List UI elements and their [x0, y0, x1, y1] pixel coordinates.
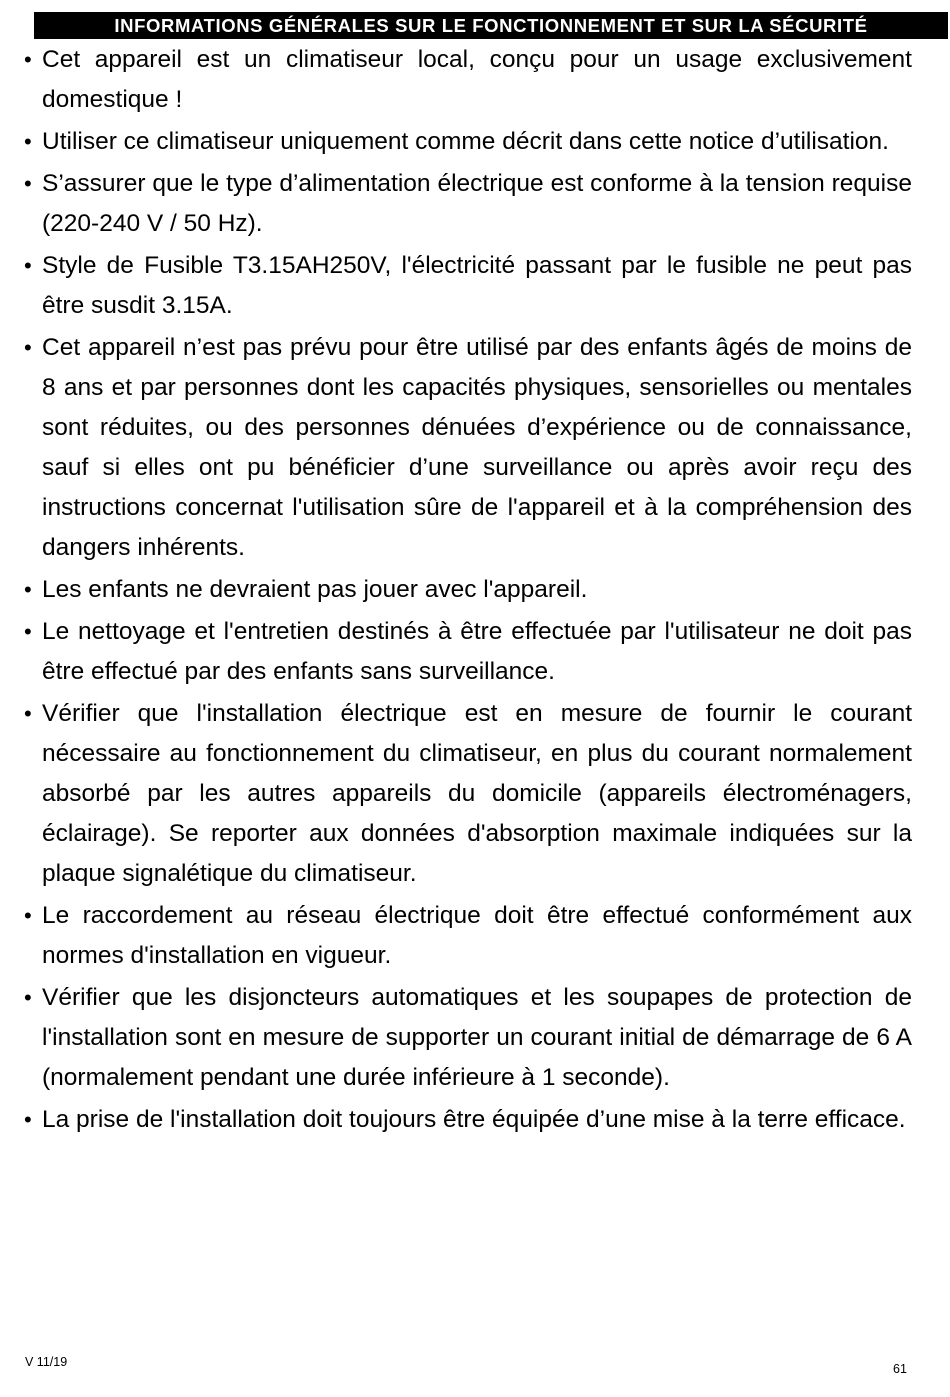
bullet-icon: •: [24, 129, 32, 154]
list-item: [24, 246, 912, 326]
list-item: [24, 978, 912, 1098]
list-item-text: Vérifier que l'installation électrique est en mesure de fournir le courant nécessaire au fonctionnement du climatiseur, en plus du courant normalement absorbé par les autres appareils du domicile (appareils électroménagers, éclairage). Se reporter aux données d'absorption maximale indiquées sur la plaque signalétique du climatiseur.: [42, 700, 912, 887]
list-item-text: Style de Fusible T3.15AH250V, l'électricité passant par le fusible ne peut pas être susdit 3.15A.: [42, 252, 912, 319]
list-item: [24, 570, 912, 610]
bullet-icon: •: [24, 253, 32, 278]
list-item-text: Le raccordement au réseau électrique doit être effectué conformément aux normes d'installation en vigueur.: [42, 902, 912, 969]
list-item: [24, 328, 912, 568]
list-item: [24, 896, 912, 976]
section-title: INFORMATIONS GÉNÉRALES SUR LE FONCTIONNEMENT ET SUR LA SÉCURITÉ: [34, 12, 948, 39]
bullet-icon: •: [24, 171, 32, 196]
bullet-icon: •: [24, 47, 32, 72]
bullet-icon: •: [24, 903, 32, 928]
safety-instructions-list: [24, 40, 912, 1142]
list-item: [24, 164, 912, 244]
list-item: [24, 694, 912, 894]
list-item: [24, 40, 912, 120]
bullet-icon: •: [24, 701, 32, 726]
list-item-text: Cet appareil est un climatiseur local, conçu pour un usage exclusivement domestique !: [42, 46, 912, 113]
bullet-icon: •: [24, 335, 32, 360]
list-item-text: La prise de l'installation doit toujours être équipée d’une mise à la terre efficace.: [42, 1106, 906, 1133]
bullet-icon: •: [24, 1107, 32, 1132]
list-item-text: Le nettoyage et l'entretien destinés à être effectuée par l'utilisateur ne doit pas être effectué par des enfants sans surveillance.: [42, 618, 912, 685]
bullet-icon: •: [24, 985, 32, 1010]
version-label: V 11/19: [25, 1355, 68, 1369]
list-item-text: Vérifier que les disjoncteurs automatiques et les soupapes de protection de l'installation sont en mesure de supporter un courant initial de démarrage de 6 A (normalement pendant une durée inférieure à 1 seconde).: [42, 984, 912, 1091]
list-item-text: S’assurer que le type d’alimentation électrique est conforme à la tension requise (220-240 V / 50 Hz).: [42, 170, 912, 237]
bullet-icon: •: [24, 619, 32, 644]
bullet-icon: •: [24, 577, 32, 602]
list-item: [24, 1100, 912, 1140]
list-item-text: Utiliser ce climatiseur uniquement comme décrit dans cette notice d’utilisation.: [42, 128, 889, 155]
list-item-text: Cet appareil n’est pas prévu pour être utilisé par des enfants âgés de moins de 8 ans et par personnes dont les capacités physiques, sensorielles ou mentales sont réduites, ou des personnes dénuées d’expérience ou de connaissance, sauf si elles ont pu bénéficier d’une surveillance ou après avoir reçu des instructions concernat l'utilisation sûre de l'appareil et à la compréhension des dangers inhérents.: [42, 334, 912, 561]
list-item: [24, 612, 912, 692]
page-number: 61: [893, 1362, 907, 1376]
list-item: [24, 122, 912, 162]
list-item-text: Les enfants ne devraient pas jouer avec l'appareil.: [42, 576, 588, 603]
